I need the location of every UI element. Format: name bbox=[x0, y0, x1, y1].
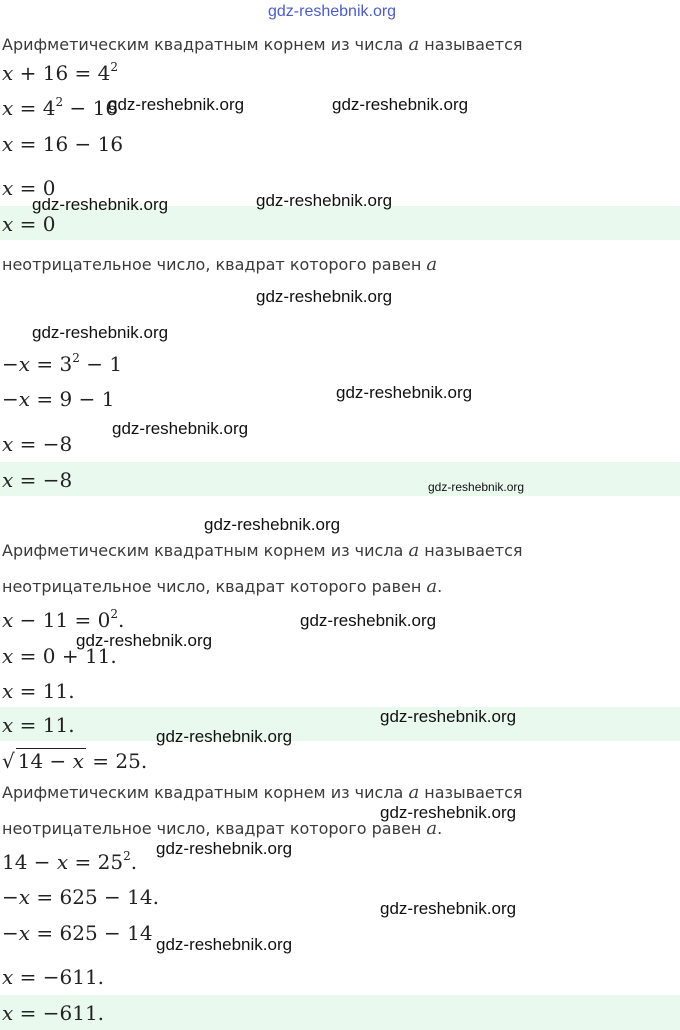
equation-line: $x = 4^2 - 16$ bbox=[2, 95, 119, 120]
definition-line-2: неотрицательное число, квадрат которого равен a bbox=[2, 254, 438, 275]
site-watermark: gdz-reshebnik.org bbox=[428, 480, 525, 494]
equation-line: x = −8 bbox=[2, 432, 73, 456]
equation-line: −x = 625 − 14 bbox=[2, 921, 153, 945]
answer-line: x = −8 bbox=[2, 468, 73, 492]
answer-line: x = 11. bbox=[2, 713, 75, 737]
equation-line: x = 16 − 16 bbox=[2, 132, 124, 156]
radicand: 14 − x bbox=[17, 749, 84, 773]
radical-sign: √ bbox=[2, 749, 15, 773]
site-watermark: gdz-reshebnik.org bbox=[156, 727, 293, 746]
site-watermark: gdz-reshebnik.org bbox=[256, 287, 393, 306]
equation-line: x = 0 bbox=[2, 176, 56, 200]
site-watermark: gdz-reshebnik.org bbox=[204, 515, 341, 534]
equation-line: $-x = 3^2 - 1$ bbox=[2, 351, 123, 376]
definition-line-4: неотрицательное число, квадрат которого равен a. bbox=[2, 576, 443, 597]
answer-highlight-2 bbox=[0, 462, 680, 496]
answer-line: x = −611. bbox=[2, 1001, 105, 1025]
site-watermark: gdz-reshebnik.org bbox=[256, 191, 393, 210]
radical-equation: √ 14 − x = 25. bbox=[2, 749, 148, 773]
site-watermark: gdz-reshebnik.org bbox=[32, 323, 169, 342]
equation-line: $x - 11 = 0^2$. bbox=[2, 607, 125, 632]
equation-line: −x = 625 − 14. bbox=[2, 885, 159, 909]
equation-line: x = 0 + 11. bbox=[2, 644, 117, 668]
site-watermark: gdz-reshebnik.org bbox=[300, 611, 437, 630]
equation-line: x = 11. bbox=[2, 679, 75, 703]
site-watermark: gdz-reshebnik.org bbox=[380, 803, 517, 822]
site-watermark: gdz-reshebnik.org bbox=[336, 383, 473, 402]
equation-line: −x = 9 − 1 bbox=[2, 387, 115, 411]
site-watermark: gdz-reshebnik.org bbox=[32, 195, 169, 214]
site-watermark: gdz-reshebnik.org bbox=[156, 839, 293, 858]
site-watermark: gdz-reshebnik.org bbox=[108, 95, 245, 114]
definition-line-3: Арифметическим квадратным корнем из числа a называется bbox=[2, 540, 523, 561]
site-watermark: gdz-reshebnik.org bbox=[332, 95, 469, 114]
site-watermark: gdz-reshebnik.org bbox=[380, 707, 517, 726]
site-watermark: gdz-reshebnik.org bbox=[76, 631, 213, 650]
site-watermark: gdz-reshebnik.org bbox=[112, 419, 249, 438]
answer-line: x = 0 bbox=[2, 212, 56, 236]
equation-line: x = −611. bbox=[2, 965, 105, 989]
equation-line: $14 - x = 25^2$. bbox=[2, 849, 138, 874]
site-watermark-top: gdz-reshebnik.org bbox=[268, 3, 397, 20]
definition-line-1: Арифметическим квадратным корнем из числа a называется bbox=[2, 34, 523, 55]
definition-line-6: неотрицательное число, квадрат которого равен a. bbox=[2, 818, 443, 839]
site-watermark: gdz-reshebnik.org bbox=[380, 899, 517, 918]
equation-line: $x + 16 = 4^2$ bbox=[2, 60, 119, 85]
definition-line-5: Арифметическим квадратным корнем из числа a называется bbox=[2, 782, 523, 803]
site-watermark: gdz-reshebnik.org bbox=[156, 935, 293, 954]
answer-highlight-3 bbox=[0, 707, 680, 741]
